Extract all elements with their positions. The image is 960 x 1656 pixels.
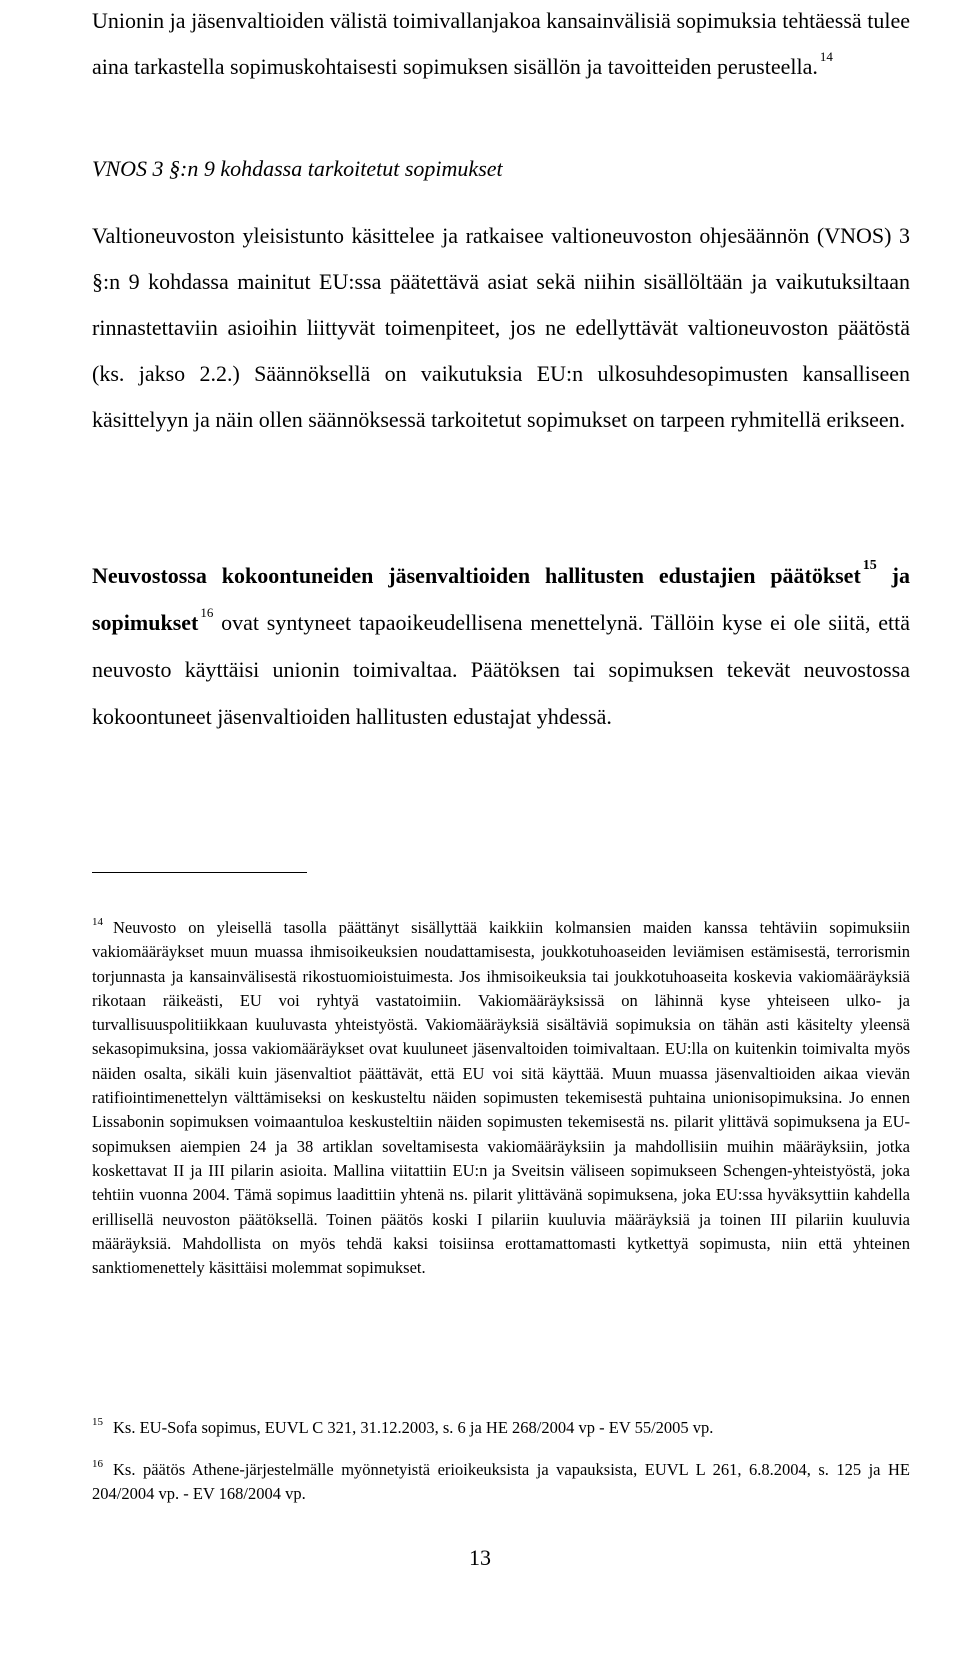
paragraph-competence xyxy=(92,0,910,90)
footnote-number: 16 xyxy=(92,1458,103,1470)
paragraph-representatives xyxy=(92,552,910,740)
footnote-ref-16[interactable]: 16 xyxy=(200,605,214,620)
page-number: 13 xyxy=(469,1545,491,1570)
footnote-text: Ks. päätös Athene-järjestelmälle myönnetyistä erioikeuksista ja vapauksista, EUVL L 261, 6.8.2004, s. 125 ja HE 204/2004 vp. - EV 168/2004 vp. xyxy=(92,1460,910,1504)
paragraph-text: ovat syntyneet tapaoikeudellisena menettelynä. Tällöin kyse ei ole siitä, että neuvosto käyttäisi unionin toimivaltaa. Päätöksen tai sopimuksen tekevät neuvostossa kokoontuneet jäsenvaltioiden hallitusten edustajat yhdessä. xyxy=(92,610,910,729)
footnote-16 xyxy=(92,1458,910,1507)
footnote-number: 15 xyxy=(92,1416,103,1428)
footnote-14 xyxy=(92,916,910,1280)
bold-phrase-2: ja sopimukset xyxy=(92,563,910,635)
paragraph-text: Unionin ja jäsenvaltioiden välistä toimivallanjakoa kansainvälisiä sopimuksia tehtäessä tulee aina tarkastella sopimuskohtaisesti sopimuksen sisällön ja tavoitteiden perusteella. xyxy=(92,8,910,79)
footnote-text: Ks. EU-Sofa sopimus, EUVL C 321, 31.12.2003, s. 6 ja HE 268/2004 vp - EV 55/2005 vp. xyxy=(113,1418,714,1437)
footnote-number: 14 xyxy=(92,916,103,928)
footnote-ref-14[interactable]: 14 xyxy=(819,49,833,64)
section-heading: VNOS 3 §:n 9 kohdassa tarkoitetut sopimukset xyxy=(92,156,503,181)
footnote-text: Neuvosto on yleisellä tasolla päättänyt sisällyttää kaikkiin kolmansien maiden kanssa tehtäviin sopimuksiin vakiomääräykset muun muassa ihmisoikeuksien noudattamisesta, joukkotuhoaseiden leviämisen estämisestä, terrorismin torjunnasta ja kansainvälisestä rikostuomioistuimesta. Jos ihmisoikeuksia tai joukkotuhoaseita koskevia vakiomääräyksiä rikotaan räikeästi, EU voi ryhtyä vastatoimiin. Vakiomääräyksissä on lähinnä kyse yhteiseen ulko- ja turvallisuuspolitiikkaan kuuluvasta yhteistyöstä. Vakiomääräyksiä sisältäviä sopimuksia on tähän asti käsitelty yleensä sekasopimuksina, jossa vakiomääräykset ovat kuuluneet jäsenvaltoiden toimivaltaan. EU:lla on kuitenkin toimivalta myös näiden osalta, sikäli kuin jäsenvaltiot päättävät, että EU voi sitä käyttää. Muun muassa jäsenvaltioiden aikaa vievän ratifiointimenettelyn välttämiseksi on keskusteltu näiden sopimusten tekemisestä puhtaina unionisopimuksina. Jo ennen Lissabonin sopimuksen voimaantuloa keskusteltiin näiden sopimusten tekemisestä ns. pilarit ylittävä sopimuksena ja EU-sopimuksen aiempien 24 ja 38 artiklan soveltamisesta vakiomääräyksiin ja mahdollisiin muihin määräyksiin, jotka koskettavat II ja III pilarin asioita. Mallina viitattiin EU:n ja Sveitsin väliseen sopimukseen Schengen-yhteistyöstä, joka tehtiin vuonna 2004. Tämä sopimus laadittiin yhtenä ns. pilarit ylittävänä sopimuksena, joka EU:ssa hyväksyttiin kahdella erillisellä neuvoston päätöksellä. Toinen päätös koski I pilariin kuuluvia määräyksiä ja toinen III pilariin kuuluvia määräyksiä. Mahdollista on myös tehdä kaksi toisiinsa erottamattomasti kytkettyä sopimusta, niin että yhteinen sanktiomenettely käsittäisi molemmat sopimukset. xyxy=(92,918,910,1278)
footnote-15 xyxy=(92,1416,910,1440)
paragraph-plenary xyxy=(92,213,910,443)
footnote-separator xyxy=(92,872,307,873)
bold-phrase: Neuvostossa kokoontuneiden jäsenvaltioiden hallitusten edustajien päätökset xyxy=(92,563,861,588)
paragraph-text: Valtioneuvoston yleisistunto käsittelee ja ratkaisee valtioneuvoston ohjesäännön (VNOS) 3 §:n 9 kohdassa mainitut EU:ssa päätettävä asiat sekä niihin sisällöltään ja vaikutuksiltaan rinnastettaviin asioihin liittyvät toimenpiteet, jos ne edellyttävät valtioneuvoston päätöstä (ks. jakso 2.2.) Säännöksellä on vaikutuksia EU:n ulkosuhdesopimusten kansalliseen käsittelyyn ja näin ollen säännöksessä tarkoitetut sopimukset on tarpeen ryhmitellä erikseen. xyxy=(92,223,910,432)
footnote-ref-15[interactable]: 15 xyxy=(862,558,877,573)
